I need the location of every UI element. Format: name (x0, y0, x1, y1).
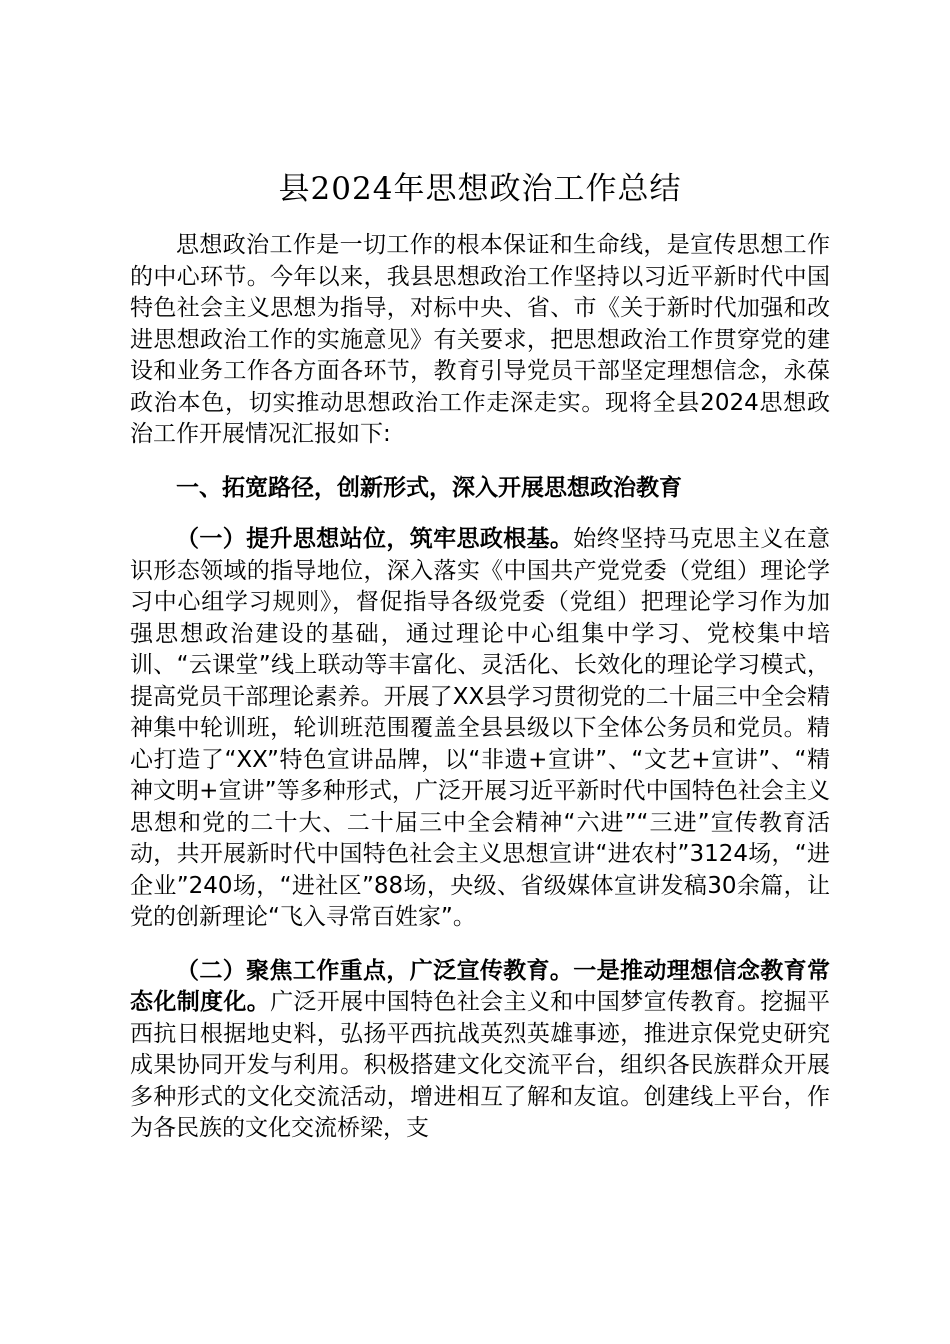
subsection-lead-1: （一）提升思想站位，筑牢思政根基。 (176, 526, 574, 552)
document-page (130, 160, 830, 1167)
intro-paragraph: 思想政治工作是一切工作的根本保证和生命线，是宣传思想工作的中心环节。今年以来，我县思想政治工作坚持以习近平新时代中国特色社会主义思想为指导，对标中央、省、市《关于新时代加强和改进思想政治工作的实施意见》有关要求，把思想政治工作贯穿党的建设和业务工作各方面各环节，教育引导党员干部坚定理想信念，永葆政治本色，切实推动思想政治工作走深走实。现将全县2024思想政治工作开展情况汇报如下: (130, 232, 830, 447)
document-title: 县2024年思想政治工作总结 (278, 171, 682, 207)
subsection-paragraph-1 (130, 524, 830, 934)
section-heading-1: 一、拓宽路径，创新形式，深入开展思想政治教育 (176, 474, 682, 501)
subsection-lead-2: （二）聚焦工作重点，广泛宣传教育。一是推动理想信念教育常态化制度化。 (130, 957, 830, 1015)
subsection-paragraph-2 (130, 956, 830, 1145)
subsection-body-2: 广泛开展中国特色社会主义和中国梦宣传教育。挖掘平西抗日根据地史料，弘扬平西抗战英烈英雄事迹，推进京保党史研究成果协同开发与利用。积极搭建文化交流平台，组织各民族群众开展多种形式的文化交流活动，增进相互了解和友谊。创建线上平台，作为各民族的文化交流桥梁，支 (130, 989, 831, 1141)
subsection-body-1: 始终坚持马克思主义在意识形态领域的指导地位，深入落实《中国共产党党委（党组）理论学习中心组学习规则》，督促指导各级党委（党组）把理论学习作为加强思想政治建设的基础，通过理论中心组集中学习、党校集中培训、“云课堂”线上联动等丰富化、灵活化、长效化的理论学习模式，提高党员干部理论素养。开展了XX县学习贯彻党的二十届三中全会精神集中轮训班，轮训班范围覆盖全县县级以下全体公务员和党员。精心打造了“XX”特色宣讲品牌，以“非遗+宣讲”、“文艺+宣讲”、“精神文明+宣讲”等多种形式，广泛开展习近平新时代中国特色社会主义思想和党的二十大、二十届三中全会精神“六进”“三进”宣传教育活动，共开展新时代中国特色社会主义思想宣讲“进农村”3124场，“进企业”240场，“进社区”88场，央级、省级媒体宣讲发稿30余篇，让党的创新理论“飞入寻常百姓家”。 (130, 526, 831, 930)
